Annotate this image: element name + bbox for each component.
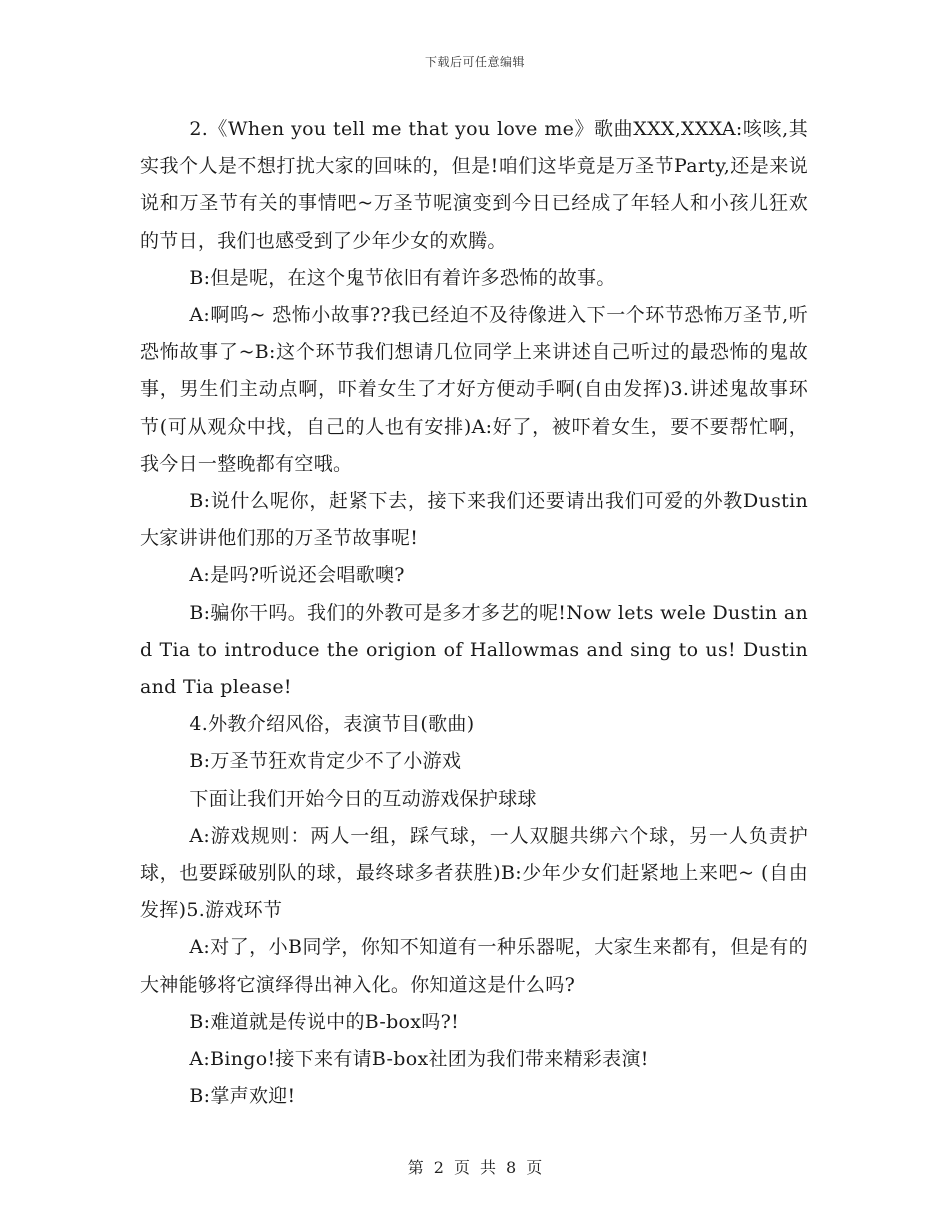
paragraph: A:啊呜~ 恐怖小故事??我已经迫不及待像进入下一个环节恐怖万圣节,听恐怖故事了~B:这个环节我们想请几位同学上来讲述自己听过的最恐怖的鬼故事，男生们主动点啊，吓着女生了才好方便动手啊(自由发挥)3.讲述鬼故事环节(可从观众中找，自己的人也有安排)A:好了，被吓着女生，要不要帮忙啊，我今日一整晚都有空哦。 bbox=[140, 304, 808, 475]
page-label-gong: 共 bbox=[480, 1158, 497, 1177]
page-label-ye-2: 页 bbox=[526, 1158, 543, 1177]
page-header: 下载后可任意编辑 bbox=[424, 55, 525, 69]
paragraph: B:但是呢，在这个鬼节依旧有着许多恐怖的故事。 bbox=[189, 266, 616, 289]
paragraph: A:是吗?听说还会唱歌噢? bbox=[189, 564, 405, 587]
page-label-di: 第 bbox=[407, 1158, 424, 1177]
paragraph: A:Bingo!接下来有请B-box社团为我们带来精彩表演! bbox=[189, 1048, 649, 1071]
paragraph: 下面让我们开始今日的互动游戏保护球球 bbox=[189, 787, 537, 810]
paragraph: B:骗你干吗。我们的外教可是多才多艺的呢!Now lets wele Dustin and Tia to introduce the origion of Hallowmas and sing to us! Dustin and Tia please! bbox=[140, 601, 808, 699]
paragraph: B:掌声欢迎! bbox=[189, 1085, 296, 1108]
current-page-number: 2 bbox=[433, 1158, 444, 1177]
paragraph: B:难道就是传说中的B-box吗?! bbox=[189, 1010, 460, 1033]
page-footer bbox=[0, 1155, 950, 1178]
paragraph: B:万圣节狂欢肯定少不了小游戏 bbox=[189, 750, 462, 773]
paragraph: A:游戏规则：两人一组，踩气球，一人双腿共绑六个球，另一人负责护球，也要踩破别队的球，最终球多者获胜)B:少年少女们赶紧地上来吧~ (自由发挥)5.游戏环节 bbox=[140, 824, 808, 922]
paragraph: 4.外教介绍风俗，表演节目(歌曲) bbox=[189, 713, 475, 736]
total-pages-number: 8 bbox=[506, 1158, 517, 1177]
paragraph: B:说什么呢你，赶紧下去，接下来我们还要请出我们可爱的外教Dustin大家讲讲他们那的万圣节故事呢! bbox=[140, 490, 808, 550]
paragraph: A:对了，小B同学，你知不知道有一种乐器呢，大家生来都有，但是有的大神能够将它演绎得出神入化。你知道这是什么吗? bbox=[140, 936, 808, 996]
page-label-ye: 页 bbox=[453, 1158, 470, 1177]
document-body bbox=[140, 111, 808, 1115]
paragraph: 2.《When you tell me that you love me》歌曲XXX,XXXA:咳咳,其实我个人是不想打扰大家的回味的，但是!咱们这毕竟是万圣节Party,还是来说说和万圣节有关的事情吧~万圣节呢演变到今日已经成了年轻人和小孩儿狂欢的节日，我们也感受到了少年少女的欢腾。 bbox=[140, 118, 808, 252]
